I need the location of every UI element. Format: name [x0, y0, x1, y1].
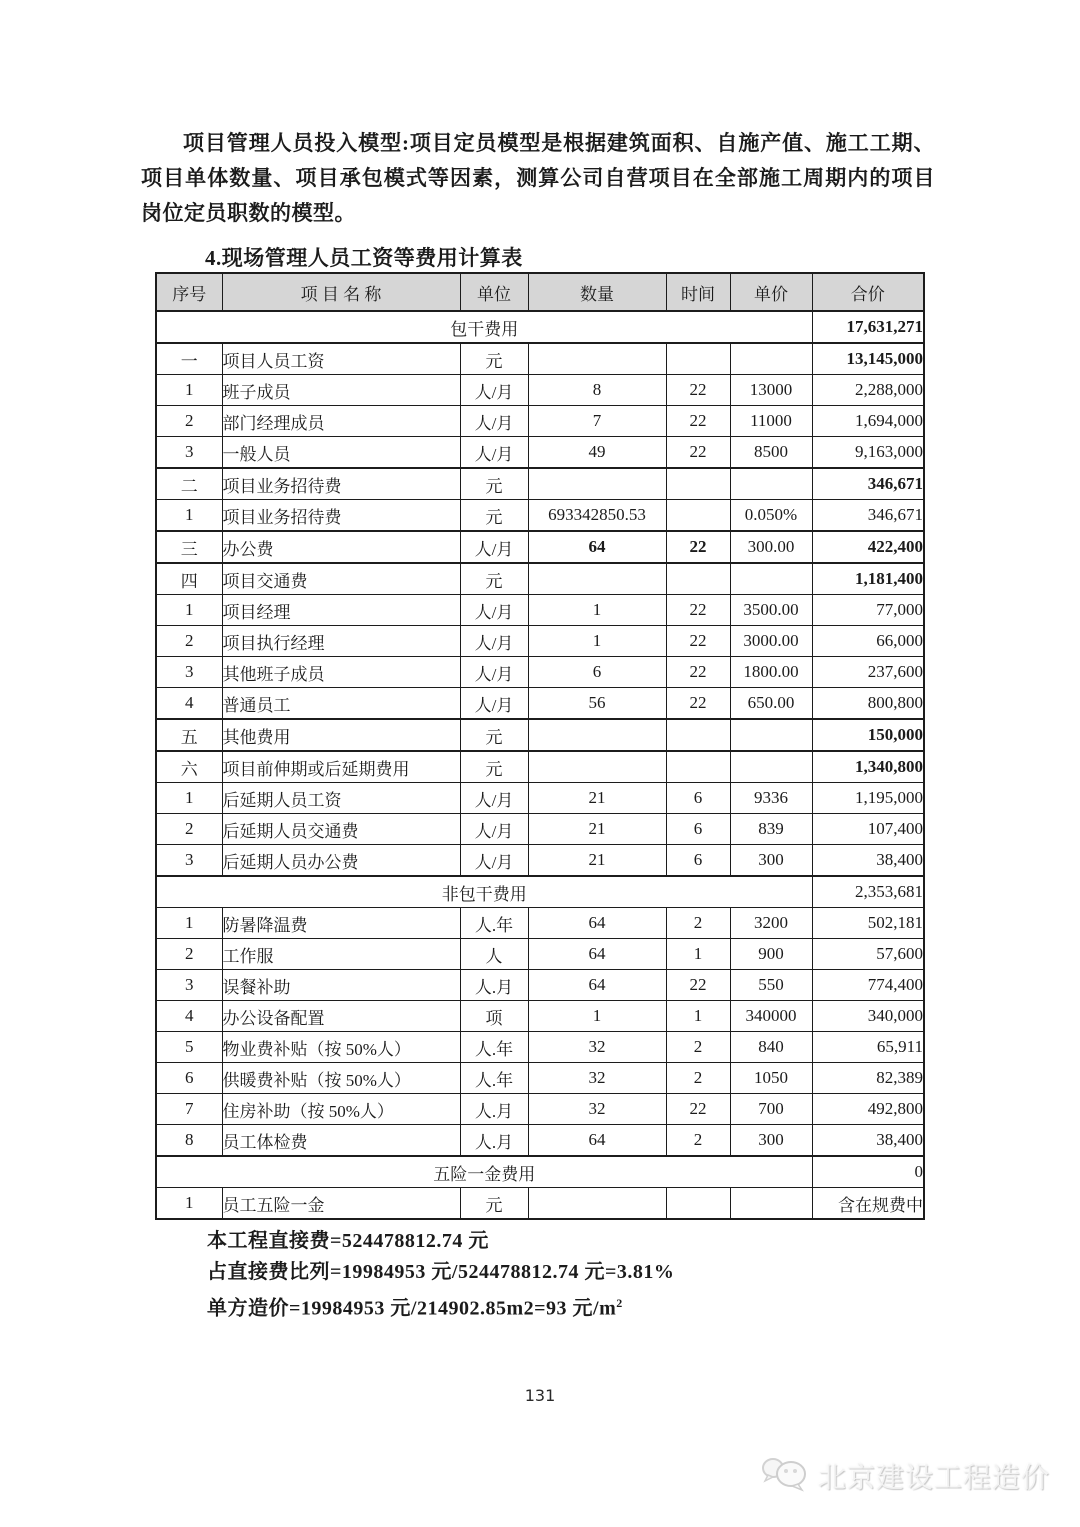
- section-span-row: [156, 1156, 924, 1188]
- cell-unit: 元: [460, 468, 528, 500]
- cell-no: 2: [156, 814, 222, 845]
- cell-price: [730, 1188, 812, 1220]
- cost-table: [155, 272, 925, 1220]
- table-row: [156, 1063, 924, 1094]
- cell-total: 346,671: [812, 500, 924, 532]
- cell-price: 13000: [730, 375, 812, 406]
- cell-name: 项目业务招待费: [222, 468, 460, 500]
- cell-no: 三: [156, 531, 222, 563]
- cell-qty: 56: [528, 688, 666, 720]
- cell-unit: 人/月: [460, 845, 528, 877]
- cell-qty: [528, 343, 666, 375]
- cell-total: 含在规费中: [812, 1188, 924, 1220]
- cell-no: 3: [156, 437, 222, 469]
- cell-time: 22: [666, 1094, 730, 1125]
- cell-total: 66,000: [812, 626, 924, 657]
- cell-qty: 21: [528, 783, 666, 814]
- cell-unit: 人.月: [460, 970, 528, 1001]
- cell-name: 误餐补助: [222, 970, 460, 1001]
- cell-no: 5: [156, 1032, 222, 1063]
- cell-unit: 元: [460, 500, 528, 532]
- cell-no: 六: [156, 751, 222, 783]
- cell-unit: 人/月: [460, 375, 528, 406]
- superscript: 2: [616, 1296, 623, 1310]
- table-body: [156, 311, 924, 1219]
- table-row: [156, 343, 924, 375]
- cell-unit: 元: [460, 343, 528, 375]
- cell-time: 2: [666, 1063, 730, 1094]
- cell-name: 防暑降温费: [222, 908, 460, 939]
- cell-name: 普通员工: [222, 688, 460, 720]
- cell-no: 2: [156, 626, 222, 657]
- table-row: [156, 688, 924, 720]
- cell-qty: 7: [528, 406, 666, 437]
- cell-price: 300: [730, 845, 812, 877]
- cell-price: 900: [730, 939, 812, 970]
- cell-qty: [528, 751, 666, 783]
- intro-paragraph: 项目管理人员投入模型:项目定员模型是根据建筑面积、自施产值、施工工期、项目单体数量、项目承包模式等因素，测算公司自营项目在全部施工周期内的项目岗位定员职数的模型。: [141, 131, 935, 225]
- cell-no: 1: [156, 500, 222, 532]
- wechat-bubbles-icon: [760, 1452, 810, 1499]
- cell-total: 2,288,000: [812, 375, 924, 406]
- cell-total: 65,911: [812, 1032, 924, 1063]
- watermark: [760, 1452, 1050, 1499]
- cell-unit: 人/月: [460, 406, 528, 437]
- cell-no: 一: [156, 343, 222, 375]
- table-row: [156, 814, 924, 845]
- cell-name: 后延期人员办公费: [222, 845, 460, 877]
- cell-price: 0.050%: [730, 500, 812, 532]
- cell-time: [666, 468, 730, 500]
- cell-name: 办公费: [222, 531, 460, 563]
- cell-name: 后延期人员交通费: [222, 814, 460, 845]
- cell-unit: 人.年: [460, 1063, 528, 1094]
- cell-time: 1: [666, 939, 730, 970]
- cell-unit: 元: [460, 563, 528, 595]
- cell-total: 422,400: [812, 531, 924, 563]
- cell-section-label: 五险一金费用: [156, 1156, 812, 1188]
- cell-total: 1,694,000: [812, 406, 924, 437]
- header-cell-qty: 数量: [528, 273, 666, 311]
- cell-no: 3: [156, 970, 222, 1001]
- cell-unit: 项: [460, 1001, 528, 1032]
- table-row: [156, 1188, 924, 1220]
- cell-total: 237,600: [812, 657, 924, 688]
- cell-time: 6: [666, 845, 730, 877]
- cell-price: 3000.00: [730, 626, 812, 657]
- cell-qty: 64: [528, 970, 666, 1001]
- cell-no: 2: [156, 939, 222, 970]
- cell-no: 1: [156, 783, 222, 814]
- cell-total: 774,400: [812, 970, 924, 1001]
- cell-unit: 人/月: [460, 626, 528, 657]
- cell-name: 物业费补贴（按 50%人）: [222, 1032, 460, 1063]
- cell-total: 1,195,000: [812, 783, 924, 814]
- cell-price: 650.00: [730, 688, 812, 720]
- table-row: [156, 1094, 924, 1125]
- cell-time: 22: [666, 375, 730, 406]
- cell-total: 1,181,400: [812, 563, 924, 595]
- cell-time: 2: [666, 908, 730, 939]
- table-row: [156, 1125, 924, 1157]
- cell-no: 1: [156, 595, 222, 626]
- table-row: [156, 939, 924, 970]
- header-cell-unit: 单位: [460, 273, 528, 311]
- cell-time: 22: [666, 595, 730, 626]
- cell-qty: [528, 719, 666, 751]
- cell-total: 57,600: [812, 939, 924, 970]
- cell-no: 1: [156, 908, 222, 939]
- cell-no: 四: [156, 563, 222, 595]
- cell-qty: 32: [528, 1094, 666, 1125]
- cell-qty: 32: [528, 1032, 666, 1063]
- cell-time: [666, 719, 730, 751]
- cell-total: 502,181: [812, 908, 924, 939]
- table-row: [156, 375, 924, 406]
- cell-time: [666, 500, 730, 532]
- cell-time: 1: [666, 1001, 730, 1032]
- header-cell-time: 时间: [666, 273, 730, 311]
- cell-price: [730, 343, 812, 375]
- table-row: [156, 531, 924, 563]
- header-cell-name: 项 目 名 称: [222, 273, 460, 311]
- table-row: [156, 1001, 924, 1032]
- cell-total: 9,163,000: [812, 437, 924, 469]
- cell-unit: 人.月: [460, 1094, 528, 1125]
- table-row: [156, 845, 924, 877]
- cell-name: 员工五险一金: [222, 1188, 460, 1220]
- cell-qty: 64: [528, 1125, 666, 1157]
- cell-total: 82,389: [812, 1063, 924, 1094]
- cell-name: 部门经理成员: [222, 406, 460, 437]
- cell-no: 8: [156, 1125, 222, 1157]
- cell-unit: 人.月: [460, 1125, 528, 1157]
- cell-time: 22: [666, 406, 730, 437]
- cell-total: 0: [812, 1156, 924, 1188]
- table-row: [156, 719, 924, 751]
- cell-unit: 人/月: [460, 437, 528, 469]
- cell-qty: [528, 563, 666, 595]
- cell-qty: [528, 1188, 666, 1220]
- cell-qty: 1: [528, 1001, 666, 1032]
- cell-unit: 人/月: [460, 814, 528, 845]
- cell-name: 供暖费补贴（按 50%人）: [222, 1063, 460, 1094]
- cell-total: 17,631,271: [812, 311, 924, 343]
- cell-name: 住房补助（按 50%人）: [222, 1094, 460, 1125]
- cell-price: 1800.00: [730, 657, 812, 688]
- cell-no: 五: [156, 719, 222, 751]
- cell-qty: 64: [528, 531, 666, 563]
- cell-no: 4: [156, 688, 222, 720]
- cell-time: [666, 1188, 730, 1220]
- cell-total: 800,800: [812, 688, 924, 720]
- section-span-row: [156, 876, 924, 908]
- cell-total: 346,671: [812, 468, 924, 500]
- cell-name: 项目执行经理: [222, 626, 460, 657]
- cell-price: 300.00: [730, 531, 812, 563]
- cell-qty: 64: [528, 939, 666, 970]
- cell-qty: 21: [528, 814, 666, 845]
- cell-time: 22: [666, 688, 730, 720]
- cell-total: 340,000: [812, 1001, 924, 1032]
- cell-name: 项目业务招待费: [222, 500, 460, 532]
- cell-section-label: 包干费用: [156, 311, 812, 343]
- cell-time: 22: [666, 531, 730, 563]
- cell-unit: 元: [460, 751, 528, 783]
- cell-unit: 人/月: [460, 688, 528, 720]
- cell-total: 492,800: [812, 1094, 924, 1125]
- cell-no: 6: [156, 1063, 222, 1094]
- table-row: [156, 783, 924, 814]
- cell-qty: 21: [528, 845, 666, 877]
- cell-name: 一般人员: [222, 437, 460, 469]
- table-row: [156, 1032, 924, 1063]
- cell-total: 77,000: [812, 595, 924, 626]
- cell-unit: 元: [460, 1188, 528, 1220]
- cell-no: 3: [156, 845, 222, 877]
- cell-price: 300: [730, 1125, 812, 1157]
- header-cell-price: 单价: [730, 273, 812, 311]
- table-row: [156, 468, 924, 500]
- cell-price: 700: [730, 1094, 812, 1125]
- cell-no: 3: [156, 657, 222, 688]
- cell-time: 22: [666, 437, 730, 469]
- cell-total: 1,340,800: [812, 751, 924, 783]
- footer-notes: [207, 1226, 674, 1325]
- header-cell-total: 合价: [812, 273, 924, 311]
- cell-no: 7: [156, 1094, 222, 1125]
- table-row: [156, 406, 924, 437]
- header-cell-no: 序号: [156, 273, 222, 311]
- cell-price: [730, 563, 812, 595]
- table-row: [156, 970, 924, 1001]
- cell-total: 2,353,681: [812, 876, 924, 908]
- cell-qty: 32: [528, 1063, 666, 1094]
- cell-price: 3200: [730, 908, 812, 939]
- cell-qty: 693342850.53: [528, 500, 666, 532]
- cell-price: 11000: [730, 406, 812, 437]
- table-row: [156, 657, 924, 688]
- cell-name: 办公设备配置: [222, 1001, 460, 1032]
- cell-total: 150,000: [812, 719, 924, 751]
- cell-time: [666, 563, 730, 595]
- footer-line: 本工程直接费=524478812.74 元: [207, 1230, 489, 1252]
- table-row: [156, 751, 924, 783]
- cell-total: 107,400: [812, 814, 924, 845]
- cell-price: [730, 751, 812, 783]
- cell-time: 2: [666, 1125, 730, 1157]
- cell-qty: 64: [528, 908, 666, 939]
- cell-unit: 人/月: [460, 595, 528, 626]
- cell-qty: 6: [528, 657, 666, 688]
- cell-name: 其他费用: [222, 719, 460, 751]
- cell-qty: [528, 468, 666, 500]
- cell-price: 9336: [730, 783, 812, 814]
- table-title: 4.现场管理人员工资等费用计算表: [205, 246, 523, 270]
- cell-time: [666, 343, 730, 375]
- cell-unit: 人.年: [460, 1032, 528, 1063]
- cell-time: 22: [666, 970, 730, 1001]
- cell-no: 二: [156, 468, 222, 500]
- cell-total: 13,145,000: [812, 343, 924, 375]
- cell-price: 340000: [730, 1001, 812, 1032]
- cell-time: 22: [666, 657, 730, 688]
- cell-unit: 人: [460, 939, 528, 970]
- footer-line: 单方造价=19984953 元/214902.85m2=93 元$/m^2$: [207, 1296, 623, 1320]
- cell-name: 后延期人员工资: [222, 783, 460, 814]
- cell-name: 项目经理: [222, 595, 460, 626]
- cell-name: 员工体检费: [222, 1125, 460, 1157]
- cell-price: [730, 468, 812, 500]
- cell-time: [666, 751, 730, 783]
- cell-no: 2: [156, 406, 222, 437]
- cell-name: 工作服: [222, 939, 460, 970]
- table-row: [156, 437, 924, 469]
- cell-price: 840: [730, 1032, 812, 1063]
- cell-unit: 元: [460, 719, 528, 751]
- cell-total: 38,400: [812, 845, 924, 877]
- cell-section-label: 非包干费用: [156, 876, 812, 908]
- cell-price: 1050: [730, 1063, 812, 1094]
- cell-time: 22: [666, 626, 730, 657]
- page-number: 131: [524, 1386, 556, 1405]
- cell-total: 38,400: [812, 1125, 924, 1157]
- cell-qty: 1: [528, 626, 666, 657]
- cell-name: 班子成员: [222, 375, 460, 406]
- watermark-text: 北京建设工程造价: [817, 1461, 1050, 1493]
- cell-time: 2: [666, 1032, 730, 1063]
- cell-price: 3500.00: [730, 595, 812, 626]
- cell-name: 项目交通费: [222, 563, 460, 595]
- cell-unit: 人/月: [460, 531, 528, 563]
- cell-unit: 人/月: [460, 783, 528, 814]
- cell-name: 项目前伸期或后延期费用: [222, 751, 460, 783]
- cell-name: 项目人员工资: [222, 343, 460, 375]
- cell-no: 1: [156, 1188, 222, 1220]
- cell-price: 8500: [730, 437, 812, 469]
- cell-price: [730, 719, 812, 751]
- cell-time: 6: [666, 814, 730, 845]
- cell-qty: 49: [528, 437, 666, 469]
- cell-unit: 人.年: [460, 908, 528, 939]
- section-span-row: [156, 311, 924, 343]
- cell-price: 550: [730, 970, 812, 1001]
- table-header-row: [156, 273, 924, 311]
- cell-no: 1: [156, 375, 222, 406]
- table-row: [156, 595, 924, 626]
- footer-line: 占直接费比列=19984953 元/524478812.74 元=3.81%: [207, 1261, 675, 1283]
- table-row: [156, 626, 924, 657]
- cell-qty: 8: [528, 375, 666, 406]
- cell-name: 其他班子成员: [222, 657, 460, 688]
- cell-unit: 人/月: [460, 657, 528, 688]
- table-row: [156, 500, 924, 532]
- cell-no: 4: [156, 1001, 222, 1032]
- cell-time: 6: [666, 783, 730, 814]
- cell-price: 839: [730, 814, 812, 845]
- table-row: [156, 908, 924, 939]
- table-row: [156, 563, 924, 595]
- cell-qty: 1: [528, 595, 666, 626]
